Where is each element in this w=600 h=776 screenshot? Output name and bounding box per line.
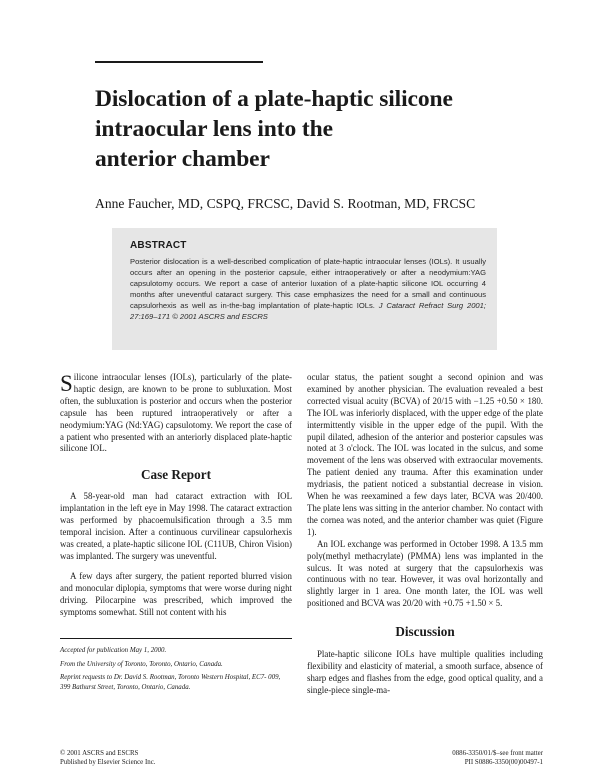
case-report-heading: Case Report [141,467,211,483]
authors: Anne Faucher, MD, CSPQ, FRCSC, David S. Rootman, MD, FRCSC [95,196,476,211]
case-paragraph-4: An IOL exchange was performed in October 1998. A 13.5 mm poly(methyl methacrylate) (PMMA) lens was implanted in the sulcus. It was noted at surgery that the capsulorhexis was continuous with no tear. However, it was oval horizontally and slightly larger in 1 area. One month later, the IOL was well positioned and BCVA was 20/20 with +0.75 +1.50 × 5. [307,538,543,609]
top-rule [95,61,263,63]
left-column [60,372,292,696]
title-line-3: anterior chamber [95,146,270,172]
drop-cap: S [60,371,73,396]
intro-paragraph [60,372,292,455]
title-line-1: Dislocation of a plate-haptic silicone [95,86,453,112]
footer-identifiers [443,749,543,768]
article-title [95,84,525,174]
footer-copyright [60,749,156,768]
right-column [307,372,543,697]
discussion-heading: Discussion [395,624,455,640]
reprint-note: Reprint requests to Dr. David S. Rootman, Toronto Western Hospital, EC7- 009, 399 Bathurst Street, Toronto, Ontario, Canada. [60,674,281,691]
copyright-line: © 2001 ASCRS and ESCRS [60,750,139,757]
footnote-rule [60,638,292,639]
footnotes [60,646,292,692]
abstract-body [130,256,486,322]
abstract-heading: ABSTRACT [130,240,187,251]
issn-line: 0886-3350/01/$–see front matter [452,750,543,757]
case-paragraph-1: A 58-year-old man had cataract extraction with IOL implantation in the left eye in May 1998. The cataract extraction was performed by phacoemulsification through a 3.5 mm temporal incision. After a continuous curvilinear capsulorhexis was created, a plate-haptic silicone IOL (C11UB, Chiron Vision) was implanted. The surgery was uneventful. [60,491,292,561]
accepted-note: Accepted for publication May 1, 2000. [60,647,167,655]
intro-text: ilicone intraocular lenses (IOLs), particularly of the plate-haptic design, are known to be prone to subluxation. Most often, the subluxation is posterior and occurs when the posterior capsule has been ruptured intraoperatively or after a neodymium:YAG (Nd:YAG) capsulotomy. We report the case of a patient who presented with an anteriorly displaced plate-haptic silicone IOL. [60,372,292,454]
title-line-2: intraocular lens into the [95,116,333,142]
discussion-paragraph: Plate-haptic silicone IOLs have multiple qualities including flexibility and elasticity of material, a smooth surface, absence of sharp edges and flashes from the edge, good optical quality, and a single-piece single-ma- [307,649,543,695]
case-paragraph-2: A few days after surgery, the patient reported blurred vision and monocular diplopia, symptoms that were worse during night driving. Pilocarpine was prescribed, which improved the symptoms somewhat. Still not content with his [60,570,292,617]
pii-line: PII S0886-3350(00)00497-1 [464,759,543,767]
abstract-box [112,228,497,350]
publisher-line: Published by Elsevier Science Inc. [60,759,156,767]
case-paragraph-3: ocular status, the patient sought a second opinion and was examined by another physician. The evaluation revealed a best corrected visual acuity (BCVA) of 20/15 with −1.25 +0.50 × 180. The IOL was inferiorly displaced, with the upper edge of the plate intermittently visible in the upper edge of the pupil. With the pupil dilated, adhesion of the anterior and posterior capsules was noted at 3 o'clock. The IOL was located in the sulcus, and some movement of the lens was observed with extraocular movements. The patient denied any trauma. After this examination under mydriasis, the patient noticed a substantial decrease in vision. When he was reexamined a few days later, BCVA was 20/400. The plate lens was sitting in the anterior chamber. No contact with the cornea was noted, and the anterior chamber was quiet (Figure 1). [307,372,543,537]
abstract-text: Posterior dislocation is a well-described complication of plate-haptic intraocular lenses (IOLs). It usually occurs after an opening in the posterior capsule, either intraoperatively or after a neodymium:YAG capsulotomy occurs. We report a case of anterior luxation of a plate-haptic silicone IOL occurring 4 months after uneventful cataract surgery. This case emphasizes the need for a small and continuous capsulorhexis as well as in-the-bag implantation of plate-haptic IOLs. [130,257,486,310]
abstract-citation: J Cataract Refract Surg 2001; 27:169–171 © 2001 ASCRS and ESCRS [130,301,486,321]
affiliation-note: From the University of Toronto, Toronto, Ontario, Canada. [60,660,223,668]
